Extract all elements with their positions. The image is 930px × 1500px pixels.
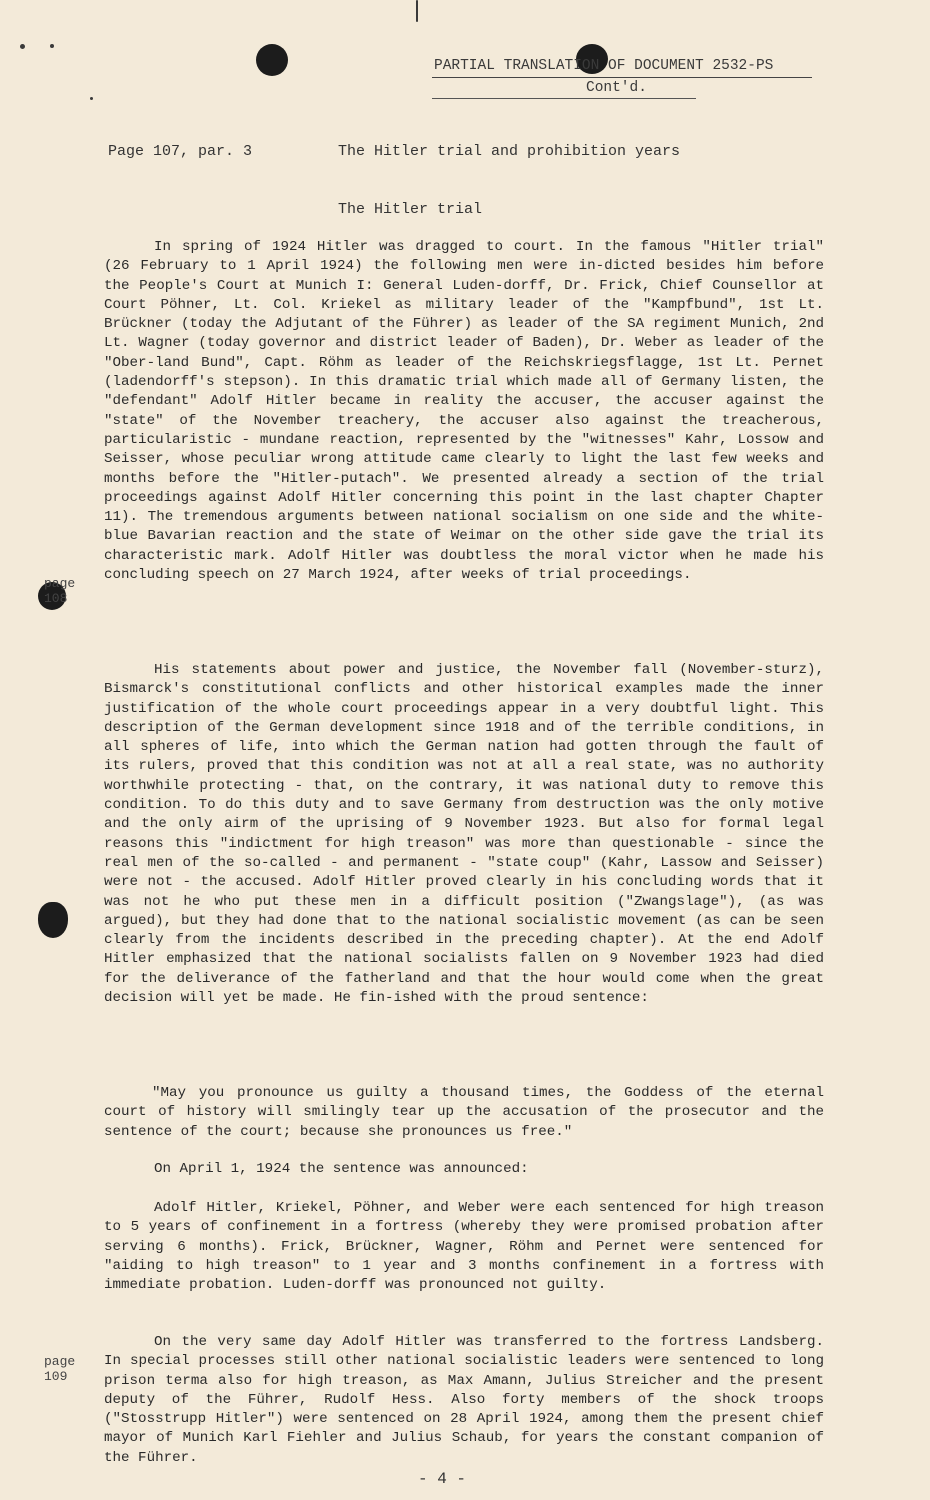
paragraph-2: His statements about power and justice, the November fall (November-sturz), Bismarck's constitutional conflicts and other historical examples made the inner justification of the whole court proceedings appear in a very doubtful light. This description of the German development since 1918 and of the terrible conditions, in all spheres of life, into which the German nation had gotten through the fault of its rulers, proved that this condition was not at all a real state, was no authority worthwhile protecting - that, on the contrary, it was national duty to remove this condition. To do this duty and to save Germany from destruction was the only motive and the only airm of the uprising of 9 November 1923. But also for formal legal reasons this "indictment for high treason" was more than questionable - since the real men of the so-called - and permanent - "state coup" (Kahr, Lassow and Seisser) were not - the accused. Adolf Hitler proved clearly in his concluding words that it was not he who put these men in a difficult position ("Zwangslage"), (as was argued), but they had done that to the national socialistic movement (as can be seen clearly from the incidents described in the preceding chapter). At the end Adolf Hitler emphasized that the national socialists fallen on 9 November 1923 had died for the deliverance of the fatherland and that the hour would come when the great decision will yet be made. He fin-ished with the proud sentence: (104, 662, 824, 1007)
document-header (432, 56, 812, 99)
punch-hole (38, 902, 68, 938)
speck (90, 97, 93, 100)
margin-note-page-109: page 109 (44, 1354, 76, 1384)
speck (20, 44, 25, 49)
section-title: The Hitler trial (338, 201, 483, 218)
paragraph-sentence-announced: On April 1, 1924 the sentence was announced: (154, 1161, 529, 1177)
speck (50, 44, 54, 48)
paragraph-sentences: Adolf Hitler, Kriekel, Pöhner, and Weber were each sentenced for high treason to 5 years of confinement in a fortress (whereby they were promised probation after serving 6 months). Frick, Brückner, Wagner, Röhm and Pernet were sentenced for "aiding to high treason" to 1 year and 3 months confinement in a fortress with immediate probation. Luden-dorff was pronounced not guilty. (104, 1200, 824, 1294)
page-number: - 4 - (418, 1470, 467, 1488)
paragraph-1: In spring of 1924 Hitler was dragged to court. In the famous "Hitler trial" (26 February to 1 April 1924) the following men were in-dicted besides him before the People's Court at Munich I: General Luden-dorff, Dr. Frick, Chief Counsellor at Court Pöhner, Lt. Col. Kriekel as military leader of the "Kampfbund", 1st Lt. Brückner (today the Adjutant of the Führer) as leader of the SA regiment Munich, 2nd Lt. Wagner (today governor and district leader of Baden), Dr. Weber as leader of the "Ober-land Bund", Capt. Röhm as leader of the Reichskriegsflagge, 1st Lt. Pernet (ladendorff's stepson). In this dramatic trial which made all of Germany listen, the "defendant" Adolf Hitler became in reality the accuser, the accuser against the "state" of the November treachery, the accuser also against the treacherous, particularistic - mundane reaction, represented by the "witnesses" Kahr, Lossow and Seisser, whose peculiar wrong attitude came clearly to light the last few weeks and months before the "Hitler-putach". We presented already a section of the trial proceedings against Adolf Hitler concerning this point in the last chapter Chapter 11). The tremendous arguments between national socialism on one side and the white-blue Bavarian reaction and the state of Weimar on the other side gave the trial its characteristic mark. Adolf Hitler was doubtless the moral victor when he made his concluding speech on 27 March 1924, after weeks of trial proceedings. (104, 239, 824, 584)
paragraph-landsberg: On the very same day Adolf Hitler was transferred to the fortress Landsberg. In special processes still other national socialistic leaders were sentenced to long prison terma also for high treason, as Max Amann, Julius Streicher and the present deputy of the Führer, Rudolf Hess. Also forty members of the shock troops ("Stosstrupp Hitler") were sentenced on 28 April 1924, among them the present chief mayor of Munich Karl Fiehler and Julius Schaub, for years the constant companion of the Führer. (104, 1334, 824, 1466)
chapter-title: The Hitler trial and prohibition years (338, 143, 681, 160)
header-title: PARTIAL TRANSLATION OF DOCUMENT 2532-PS (432, 56, 812, 78)
punch-hole (256, 44, 288, 76)
page-reference: Page 107, par. 3 (108, 143, 253, 160)
quote-paragraph: "May you pronounce us guilty a thousand times, the Goddess of the eternal court of history will smilingly tear up the accusation of the prosecutor and the sentence of the court; because she pronounces us free." (104, 1085, 824, 1140)
speck (416, 0, 418, 22)
header-continued: Cont'd. (432, 78, 696, 99)
margin-note-page-108: page 108 (44, 576, 76, 606)
